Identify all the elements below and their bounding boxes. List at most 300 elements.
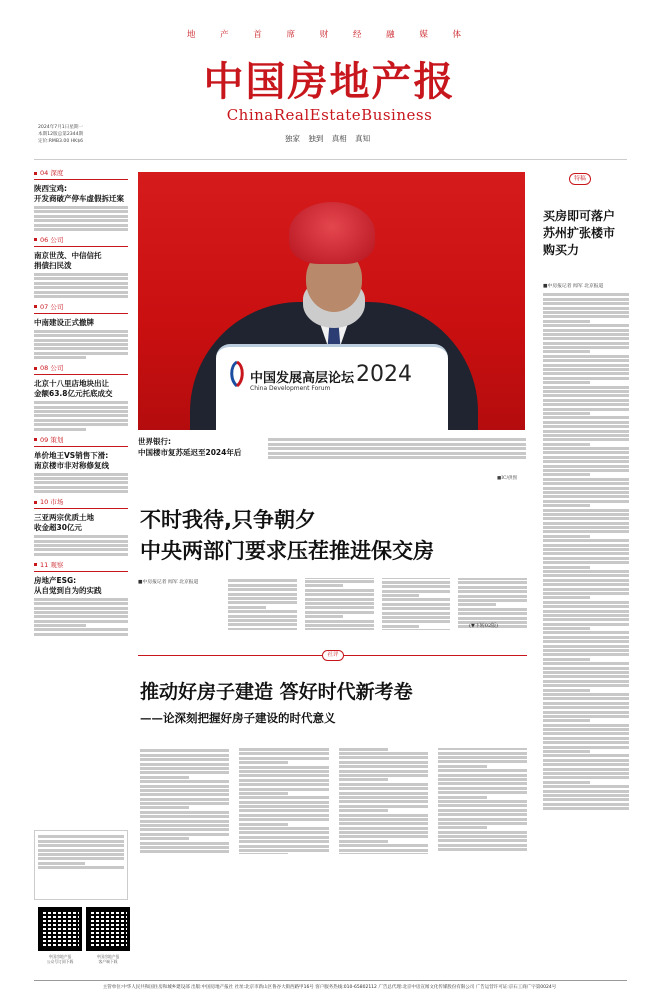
text-line — [543, 530, 629, 533]
text-line — [34, 339, 128, 342]
text-line — [339, 818, 428, 821]
text-line — [543, 522, 629, 525]
section-label-text: 04 深度 — [40, 169, 64, 177]
text-line — [458, 595, 527, 598]
text-line — [38, 853, 124, 856]
section-title[interactable]: 房地产ESG: 从自觉到自为的实践 — [34, 575, 102, 595]
text-line — [543, 675, 629, 678]
text-line — [543, 346, 629, 349]
commentary-subtitle: ——论深刻把握好房子建设的时代意义 — [140, 711, 336, 725]
text-line — [543, 579, 629, 582]
text-line — [140, 824, 229, 827]
text-line — [543, 645, 629, 648]
text-line — [140, 802, 229, 805]
section-label-text: 10 市场 — [40, 498, 64, 507]
contact-box — [34, 830, 128, 900]
text-line — [34, 215, 128, 218]
text-line — [239, 779, 328, 782]
text-line — [239, 792, 288, 795]
text-line — [543, 750, 590, 753]
sidebar-section[interactable] — [34, 560, 128, 636]
section-title[interactable]: 单价地王VS销售下滑: 南京楼市非对称修复线 — [34, 450, 109, 470]
text-line — [339, 752, 428, 755]
text-line — [228, 579, 297, 582]
text-line — [543, 640, 629, 643]
text-line — [268, 443, 526, 446]
text-line — [34, 544, 128, 547]
text-line — [228, 593, 297, 596]
section-summary — [34, 535, 128, 556]
bullet-icon — [34, 238, 37, 241]
text-line — [543, 412, 590, 415]
text-line — [228, 601, 297, 604]
text-line — [543, 794, 629, 797]
text-line — [268, 452, 526, 455]
text-line — [140, 758, 229, 761]
text-line — [543, 715, 629, 718]
text-line — [239, 770, 328, 773]
qr-code[interactable] — [38, 907, 82, 951]
section-label — [34, 168, 128, 180]
text-line — [438, 769, 527, 772]
sidebar-section[interactable] — [34, 302, 128, 359]
photo-credit: ■IC/供图 — [497, 476, 517, 481]
text-line — [543, 737, 629, 740]
text-line — [228, 623, 297, 626]
text-line — [543, 394, 629, 397]
text-line — [543, 324, 629, 327]
text-line — [543, 728, 629, 731]
text-line — [239, 836, 328, 839]
text-line — [543, 430, 629, 433]
text-line — [438, 848, 527, 851]
text-line — [543, 302, 629, 305]
text-line — [543, 482, 629, 485]
newspaper-title: 中国房地产报 — [203, 59, 456, 105]
text-line — [34, 210, 128, 213]
text-line — [382, 590, 451, 593]
text-line — [339, 831, 428, 834]
text-line — [239, 774, 328, 777]
text-line — [339, 809, 388, 812]
text-line — [140, 793, 229, 796]
text-line — [543, 768, 629, 771]
text-line — [305, 615, 343, 618]
text-line — [438, 765, 487, 768]
text-line — [140, 828, 229, 831]
text-line — [543, 337, 629, 340]
text-line — [543, 315, 629, 318]
caption-body — [268, 437, 526, 473]
text-line — [543, 350, 590, 353]
contact-text — [38, 834, 124, 896]
section-label — [34, 560, 128, 572]
text-line — [543, 535, 590, 538]
footer-text: 主管单位:中华人民共和国住房和城乡建设部 出版:中国房地产报社 社址:北京市新山区鲁谷大街西路甲16号 客户服务热线:010-65802112 广告总代理:北京中房宣闻文化传媒股份有限公司 广告运营许可证:京石工商广字第0024号 — [102, 985, 557, 990]
text-line — [339, 844, 428, 847]
sidebar-section[interactable] — [34, 435, 128, 494]
text-line — [339, 814, 428, 817]
text-line — [339, 765, 428, 768]
text-line — [543, 333, 629, 336]
text-line — [382, 607, 451, 610]
text-line — [543, 561, 629, 564]
text-line — [305, 624, 374, 627]
forum-name-cn: 中国发展高层论坛 — [250, 371, 355, 386]
text-line — [543, 785, 629, 788]
text-line — [543, 658, 590, 661]
text-line — [543, 601, 629, 604]
text-line — [38, 857, 124, 860]
text-line — [34, 607, 128, 610]
text-line — [140, 846, 229, 849]
text-line — [543, 377, 629, 380]
text-line — [543, 491, 629, 494]
text-line — [228, 615, 297, 618]
text-line — [438, 774, 527, 777]
text-line — [458, 603, 496, 606]
text-line — [543, 627, 590, 630]
text-line — [239, 783, 328, 786]
text-line — [305, 620, 374, 623]
section-summary — [34, 401, 128, 430]
text-line — [438, 796, 487, 799]
commentary-body — [140, 748, 527, 973]
text-line — [140, 842, 229, 845]
text-line — [38, 862, 85, 865]
text-line — [438, 822, 527, 825]
text-line — [34, 611, 128, 614]
text-line — [140, 754, 229, 757]
text-line — [458, 581, 527, 584]
text-line — [34, 291, 128, 294]
text-line — [543, 372, 629, 375]
text-line — [543, 557, 629, 560]
text-line — [382, 603, 451, 606]
footer-rule — [34, 980, 627, 981]
text-line — [543, 504, 590, 507]
text-line — [543, 732, 629, 735]
text-line — [228, 584, 297, 587]
sidebar-section[interactable] — [34, 235, 128, 298]
text-line — [34, 347, 128, 350]
section-summary — [34, 206, 128, 231]
section-summary — [34, 473, 128, 494]
text-line — [34, 219, 128, 222]
feature-title[interactable]: 买房即可落户 苏州扩张楼市 购买力 — [543, 209, 616, 257]
text-line — [339, 792, 428, 795]
text-line — [34, 352, 128, 355]
text-line — [34, 615, 128, 618]
section-label-text: 08 公司 — [40, 364, 64, 373]
text-line — [34, 628, 128, 631]
text-line — [382, 581, 451, 584]
text-line — [305, 580, 374, 583]
text-line — [543, 781, 590, 784]
text-line — [239, 757, 328, 760]
text-line — [543, 298, 629, 301]
text-line — [543, 487, 629, 490]
text-line — [34, 277, 128, 280]
text-line — [140, 798, 229, 801]
lead-headline-line2[interactable]: 中央两部门要求压茬推进保交房 — [140, 539, 434, 563]
text-line — [543, 355, 629, 358]
text-line — [34, 486, 128, 489]
text-line — [543, 447, 629, 450]
text-line — [458, 586, 527, 589]
text-line — [543, 390, 629, 393]
text-line — [543, 451, 629, 454]
text-line — [34, 410, 128, 413]
text-line — [543, 473, 590, 476]
text-line — [140, 780, 229, 783]
text-line — [438, 800, 527, 803]
text-line — [543, 588, 629, 591]
text-line — [34, 206, 128, 209]
text-line — [239, 809, 328, 812]
text-line — [543, 684, 629, 687]
text-line — [34, 540, 128, 543]
text-line — [543, 574, 629, 577]
text-line — [34, 620, 128, 623]
text-line — [543, 772, 629, 775]
text-line — [543, 754, 629, 757]
text-line — [543, 680, 629, 683]
bullet-icon — [34, 172, 37, 175]
sidebar-section[interactable] — [34, 168, 128, 231]
text-line — [543, 807, 629, 810]
commentary-text — [140, 748, 527, 973]
text-line — [382, 598, 451, 601]
forum-name-en: China Development Forum — [250, 385, 331, 392]
text-line — [458, 617, 527, 620]
text-line — [140, 749, 229, 752]
forum-year: 2024 — [356, 362, 412, 387]
sidebar-section[interactable] — [34, 363, 128, 430]
text-line — [34, 334, 128, 337]
text-line — [239, 818, 328, 821]
text-line — [543, 329, 629, 332]
text-line — [543, 649, 629, 652]
text-line — [140, 767, 229, 770]
masthead-rule — [34, 159, 627, 160]
section-title[interactable]: 北京十八里店地块出让 金额63.8亿元托底成交 — [34, 379, 113, 399]
text-line — [228, 588, 297, 591]
section-label — [34, 363, 128, 375]
text-line — [239, 805, 328, 808]
forum-logo-icon — [226, 360, 248, 388]
text-line — [543, 438, 629, 441]
text-line — [543, 421, 629, 424]
text-line — [543, 495, 629, 498]
text-line — [438, 813, 527, 816]
text-line — [305, 611, 374, 614]
sidebar-section[interactable] — [34, 497, 128, 556]
text-line — [34, 401, 128, 404]
text-line — [543, 500, 629, 503]
text-line — [543, 469, 629, 472]
text-line — [543, 526, 629, 529]
text-line — [228, 610, 297, 613]
text-line — [339, 796, 428, 799]
commentary-badge: 社评 — [322, 650, 344, 661]
text-line — [305, 584, 343, 587]
issue-price: 定价:RMB3.00 HK$6 — [38, 139, 84, 144]
text-line — [140, 820, 229, 823]
text-line — [543, 539, 629, 542]
section-label — [34, 497, 128, 509]
text-line — [38, 835, 124, 838]
section-summary — [34, 330, 128, 359]
text-line — [543, 706, 629, 709]
section-title[interactable]: 陕西宝鸡: 开发商破产停车虚假拆迁案 — [34, 184, 124, 203]
text-line — [239, 827, 328, 830]
section-summary — [34, 598, 128, 636]
newspaper-title-en: ChinaRealEstateBusiness — [226, 106, 433, 124]
text-line — [34, 423, 128, 426]
text-line — [34, 598, 128, 601]
text-line — [438, 835, 527, 838]
text-line — [438, 804, 527, 807]
text-line — [239, 766, 328, 769]
text-line — [140, 837, 189, 840]
section-summary — [34, 273, 128, 298]
text-line — [34, 490, 128, 493]
feature-byline: ■中房报记者 闻军 北京报道 — [543, 284, 604, 289]
text-line — [543, 443, 590, 446]
text-line — [228, 597, 297, 600]
bullet-icon — [34, 501, 37, 504]
masthead-mottos — [285, 133, 376, 144]
text-line — [543, 399, 629, 402]
text-line — [228, 619, 297, 622]
text-line — [382, 616, 451, 619]
text-line — [382, 585, 451, 588]
qr-code[interactable] — [86, 907, 130, 951]
text-line — [543, 605, 629, 608]
text-line — [34, 535, 128, 538]
text-line — [305, 589, 374, 592]
text-line — [34, 356, 86, 359]
section-title[interactable]: 三亚两宗优质土地 收金超30亿元 — [34, 513, 94, 533]
text-line — [543, 614, 629, 617]
text-line — [543, 803, 629, 806]
text-line — [140, 776, 189, 779]
section-label — [34, 435, 128, 447]
text-line — [34, 224, 128, 227]
text-line — [543, 342, 629, 345]
text-line — [543, 697, 629, 700]
text-line — [543, 544, 629, 547]
text-line — [543, 456, 629, 459]
bullet-icon — [34, 563, 37, 566]
text-line — [458, 599, 527, 602]
text-line — [38, 844, 124, 847]
text-line — [543, 667, 629, 670]
text-line — [34, 330, 128, 333]
motto: 独家 — [285, 134, 300, 143]
text-line — [543, 307, 629, 310]
section-title[interactable]: 中南建设正式撤牌 — [34, 317, 94, 327]
text-line — [458, 608, 527, 611]
text-line — [438, 778, 527, 781]
text-line — [34, 624, 86, 627]
text-line — [543, 719, 590, 722]
text-line — [438, 787, 527, 790]
text-line — [543, 509, 629, 512]
feature-badge: 特稿 — [569, 173, 591, 185]
text-line — [34, 414, 128, 417]
text-line — [305, 593, 374, 596]
text-line — [543, 570, 629, 573]
text-line — [339, 770, 428, 773]
text-line — [239, 823, 288, 826]
motto: 真相 — [331, 134, 347, 143]
bullet-icon — [34, 367, 37, 370]
text-line — [339, 756, 428, 759]
section-label-text: 09 策划 — [40, 435, 64, 444]
text-line — [339, 805, 428, 808]
text-line — [140, 815, 229, 818]
text-line — [339, 849, 428, 852]
issue-date: 2024年7月1日星期一 — [38, 125, 84, 130]
text-line — [140, 789, 229, 792]
text-line — [543, 425, 629, 428]
caption-title[interactable]: 世界银行: 中国楼市复苏延迟至2024年后 — [138, 437, 242, 457]
text-line — [339, 761, 428, 764]
text-line — [339, 774, 428, 777]
text-line — [339, 787, 428, 790]
text-line — [239, 788, 328, 791]
lead-headline-line1[interactable]: 不时我待,只争朝夕 — [140, 508, 316, 532]
text-line — [543, 741, 629, 744]
text-line — [543, 416, 629, 419]
text-line — [543, 689, 590, 692]
text-line — [34, 477, 128, 480]
text-line — [339, 778, 388, 781]
bullet-icon — [34, 438, 37, 441]
text-line — [268, 438, 526, 441]
section-title[interactable]: 南京世茂、中信信托 捐债扫民泼 — [34, 250, 102, 270]
speaker-turban — [289, 202, 375, 264]
text-line — [543, 790, 629, 793]
text-line — [438, 831, 527, 834]
commentary-title[interactable]: 推动好房子建造 答好时代新考卷 — [140, 681, 413, 703]
text-line — [543, 702, 629, 705]
text-line — [458, 612, 527, 615]
text-line — [305, 606, 374, 609]
text-line — [438, 844, 527, 847]
section-label — [34, 302, 128, 314]
motto: 独到 — [308, 134, 324, 143]
text-line — [339, 840, 388, 843]
continued-note[interactable]: (▼下转02版) — [469, 623, 499, 629]
text-line — [543, 386, 629, 389]
main-photo — [138, 172, 525, 430]
text-line — [305, 602, 374, 605]
text-line — [438, 752, 527, 755]
text-line — [268, 456, 526, 459]
text-line — [543, 662, 629, 665]
qr-area — [38, 907, 128, 977]
text-line — [543, 592, 629, 595]
section-label-text: 11 观察 — [40, 560, 64, 569]
text-line — [339, 827, 428, 830]
text-line — [34, 273, 128, 276]
text-line — [438, 809, 527, 812]
text-line — [543, 798, 629, 801]
text-line — [34, 428, 86, 431]
